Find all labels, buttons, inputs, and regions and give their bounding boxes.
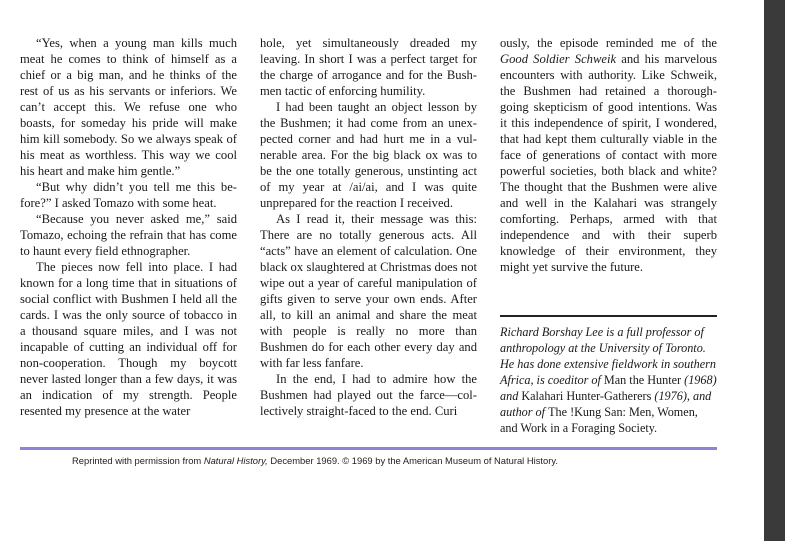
bio-divider	[500, 315, 717, 317]
reprint-credit	[72, 455, 712, 467]
paragraph: In the end, I had to admire how the Bushmen had played out the farce—collectively straight-faced to the end. Curi	[260, 372, 477, 418]
bio-text: Richard Borshay Lee is a full professor of anthropology at the University of Toronto. He has done extensive fieldwork in southern Africa, is coeditor of	[500, 325, 716, 387]
paragraph-continued	[500, 35, 717, 275]
bio-text: (1968) and	[500, 373, 717, 403]
book-title: The !Kung San: Men, Women, and Work in a Foraging Society.	[500, 405, 698, 435]
viewer-edge-bar	[764, 0, 785, 541]
text-run: ously, the episode reminded me of the	[500, 36, 717, 50]
author-bio	[500, 324, 717, 436]
paragraph: “Yes, when a young man kills much meat he comes to think of himself as a chief or a big man, and he thinks of the rest of us as his servants or inferiors. We can’t accept this. We refuse one who boasts, for someday his pride will make him kill somebody. So we always speak of his meat as worthless. This way we cool his heart and make him gentle.”	[20, 36, 237, 178]
book-title: Man the Hunter	[603, 373, 682, 387]
paragraph: “But why didn’t you tell me this before?” I asked Tomazo with some heat.	[20, 180, 237, 210]
paragraph-continued: hole, yet simultaneously dreaded my leaving. In short I was a perfect target for the charge of arrogance and for the Bushmen tactic of enforcing humility.	[260, 36, 477, 98]
article-column-2	[260, 35, 477, 419]
bio-text: (1976), and author of	[500, 389, 712, 419]
paragraph: I had been taught an object lesson by the Bushmen; it had come from an unexpected corner and had hurt me in a vulnerable area. For the big black ox was to be the one totally generous, unstinting act of my year at /ai/ai, and I was quite unprepared for the reaction I received.	[260, 100, 477, 210]
book-title: Good Soldier Schweik	[500, 52, 617, 66]
credit-text: Reprinted with permission from	[72, 455, 204, 466]
book-title: Kalahari Hunter-Gatherers	[521, 389, 652, 403]
text-run: and his marvelous encounters with authority. Like Schweik, the Bushmen had retained a thorough-going skepticism of good intentions. Was it this independence of spirit, I wondered, that had kept them culturally viable in the face of generations of contact with more powerful societies, both black and white? The thought that the Bushmen were alive and well in the Kalahari was strangely comforting. Perhaps, armed with that independence and with their superb knowledge of their environment, they might yet survive the future.	[500, 52, 717, 274]
footer-rule	[20, 447, 717, 450]
article-column-3	[500, 35, 717, 275]
magazine-title: Natural History,	[203, 455, 268, 466]
credit-text: December 1969. © 1969 by the American Museum of Natural History.	[267, 455, 558, 466]
paragraph: “Because you never asked me,” said Tomazo, echoing the refrain that has come to haunt every field ethnographer.	[20, 212, 237, 258]
article-column-1	[20, 35, 237, 419]
paragraph: As I read it, their message was this: There are no totally generous acts. All “acts” have an element of calculation. One black ox slaughtered at Christmas does not wipe out a year of careful manipulation of gifts given to serve your own ends. After all, to kill an animal and share the meat with people is really no more than Bushmen do for each other every day and with far less fanfare.	[260, 212, 477, 370]
paragraph: The pieces now fell into place. I had known for a long time that in situations of social conflict with Bushmen I held all the cards. I was the only source of tobacco in a thousand square miles, and I was not incapable of cutting an individual off for non-cooperation. Though my boycott never lasted longer than a few days, it was an indication of my strength. People resented my presence at the water	[20, 260, 237, 418]
